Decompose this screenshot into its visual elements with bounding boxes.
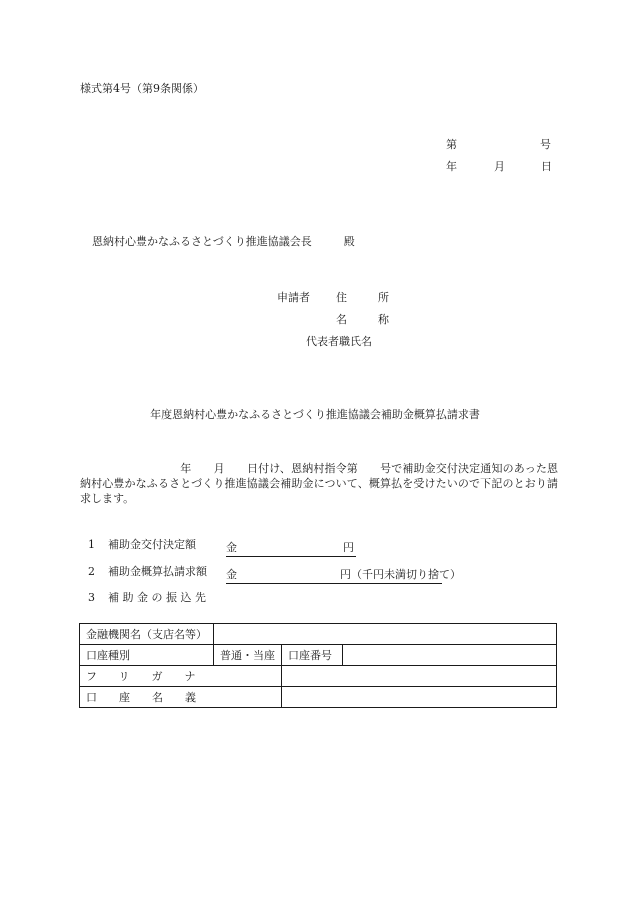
applicant-label: 申請者 [277, 291, 310, 304]
item-label: 補助金概算払請求額 [108, 565, 207, 578]
item-request-amount [88, 566, 207, 577]
document-title: 年度恩納村心豊かなふるさとづくり推進協議会補助金概算払請求書 [150, 408, 480, 421]
bank-account-table [79, 623, 557, 708]
account-type-label: 口座種別 [80, 645, 214, 666]
decided-amount-field[interactable] [226, 539, 356, 557]
applicant-representative-label: 代表者職氏名 [306, 335, 372, 348]
item-number: 2 [88, 565, 95, 578]
amount-suffix: 円 [343, 541, 354, 554]
addressee [92, 236, 355, 247]
table-row [80, 645, 557, 666]
amount-suffix: 円（千円未満切り捨て） [340, 568, 461, 581]
account-holder-input[interactable] [282, 687, 557, 708]
item-number: 1 [88, 538, 95, 551]
account-type-value[interactable]: 普通・当座 [214, 645, 282, 666]
date-day: 日 [541, 160, 552, 173]
account-number-label: 口座番号 [282, 645, 343, 666]
institution-label: 金融機関名（支店名等） [80, 624, 214, 645]
item-number: 3 [88, 591, 95, 604]
item-transfer-destination [88, 592, 206, 603]
table-row [80, 687, 557, 708]
doc-number-dai: 第 [446, 138, 457, 151]
doc-number-go: 号 [540, 138, 551, 151]
addressee-name: 恩納村心豊かなふるさとづくり推進協議会長 [92, 235, 312, 248]
item-label: 補 助 金 の 振 込 先 [108, 591, 206, 604]
table-row [80, 666, 557, 687]
amount-prefix: 金 [226, 568, 237, 581]
item-decided-amount [88, 539, 196, 550]
account-number-input[interactable] [343, 645, 557, 666]
form-number: 様式第4号（第9条関係） [80, 82, 204, 95]
account-holder-label: 口座名義 [80, 687, 282, 708]
date-year: 年 [446, 160, 457, 173]
request-amount-field[interactable] [226, 566, 461, 584]
body-text: 年 月 日付け、恩納村指令第 号で補助金交付決定通知のあった恩納村心豊かなふるさとづくり推進協議会補助金について、概算払を受けたいので下記のとおり請求します。 [80, 462, 558, 505]
institution-input[interactable] [214, 624, 557, 645]
furigana-label: フリガナ [80, 666, 282, 687]
table-row [80, 624, 557, 645]
applicant-address-label: 住 所 [336, 291, 399, 304]
date-month: 月 [494, 160, 505, 173]
furigana-input[interactable] [282, 666, 557, 687]
applicant-name-label: 名 称 [336, 313, 399, 326]
item-label: 補助金交付決定額 [108, 538, 196, 551]
addressee-honorific: 殿 [343, 235, 355, 248]
amount-prefix: 金 [226, 541, 237, 554]
